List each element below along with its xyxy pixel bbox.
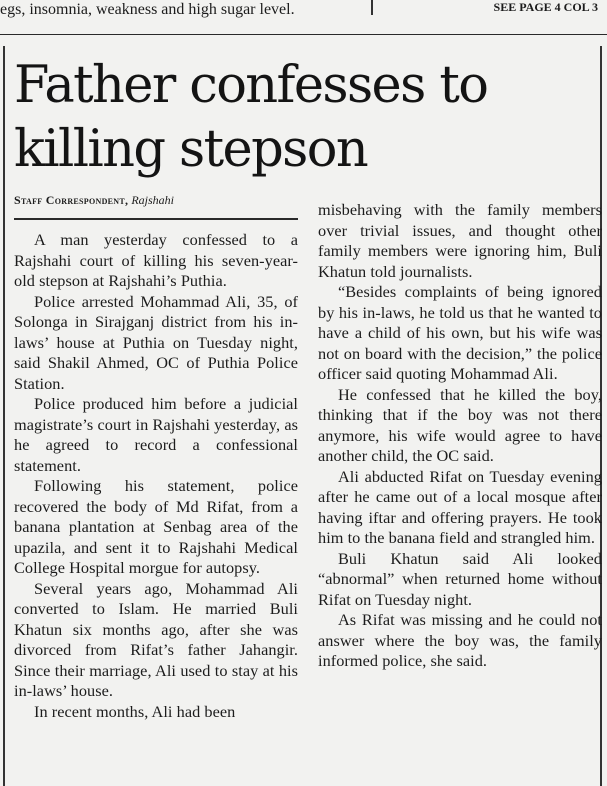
byline-rule <box>14 218 298 220</box>
paragraph: Ali abducted Rifat on Tuesday evening after he came out of a local mosque after having iftar and offering prayers. He took him to the banana field and strangled him. <box>318 466 602 547</box>
paragraph: He confessed that he killed the boy, thinking that if the boy was not there anymore, his wife would agree to have another child, the OC said. <box>318 384 602 465</box>
paragraph: Several years ago, Mohammad Ali converted to Islam. He married Buli Khatun six months ago, after she was divorced from Rifat’s father Jahangir. Since their marriage, Ali used to stay at his in-laws’ house. <box>14 578 298 700</box>
paragraph: Buli Khatun said Ali looked “abnormal” when returned home without Rifat on Tuesday night. <box>318 548 602 609</box>
byline-location: Rajshahi <box>131 193 174 207</box>
article-column-left <box>14 230 298 722</box>
paragraph: As Rifat was missing and he could not answer where the boy was, the family informed police, she said. <box>318 610 602 670</box>
left-border-rule <box>3 46 5 786</box>
byline <box>14 193 298 208</box>
byline-role: Staff Correspondent, <box>14 193 129 207</box>
previous-article-tail: egs, insomnia, weakness and high sugar level. <box>0 1 295 18</box>
paragraph: In recent months, Ali had been <box>34 701 236 721</box>
paragraph: “Besides complaints of being ignored by his in-laws, he told us that he wanted to have a child of his own, but his wife was not on board with the decision,” the police officer said quoting Mohammad Ali. <box>318 282 602 383</box>
article-column-right <box>318 200 602 672</box>
paragraph: Police arrested Mohammad Ali, 35, of Solonga in Sirajganj district from his in-laws’ house at Puthia on Tuesday night, said Shakil Ahmed, OC of Puthia Police Station. <box>14 291 298 393</box>
paragraph: Following his statement, police recovered the body of Md Rifat, from a banana plantation at Senbag area of the upazila, and sent it to Rajshahi Medical College Hospital morgue for autopsy. <box>14 476 298 577</box>
jump-reference: SEE PAGE 4 COL 3 <box>493 0 598 14</box>
previous-article-strip <box>0 0 607 35</box>
paragraph: Police produced him before a judicial magistrate’s court in Rajshahi yesterday, as he agreed to record a confessional statement. <box>14 394 298 475</box>
column-divider <box>371 0 373 15</box>
headline: Father confesses to killing stepson <box>14 56 488 179</box>
paragraph: A man yesterday confessed to a Rajshahi court of killing his seven-year-old stepson at Rajshahi’s Puthia. <box>14 230 298 290</box>
paragraph: misbehaving with the family members over trivial issues, and thought other family members were ignoring him, Buli Khatun told journalists. <box>318 200 602 281</box>
